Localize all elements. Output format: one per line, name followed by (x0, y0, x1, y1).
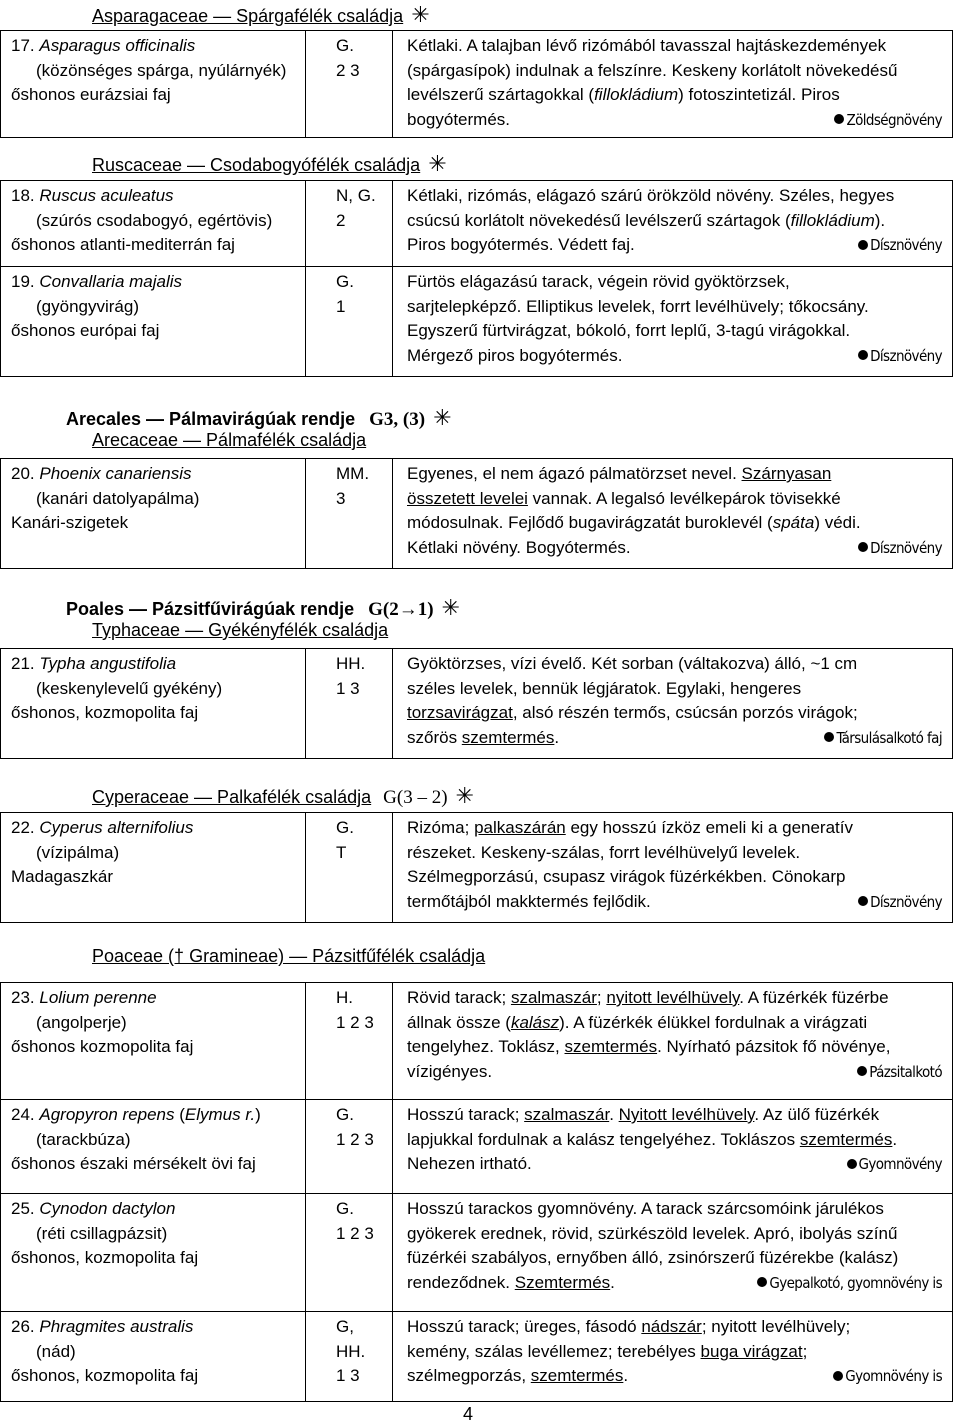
life-form-cell: G. 1 2 3 (306, 1100, 393, 1194)
origin: őshonos atlanti-mediterrán faj (11, 235, 235, 254)
species-table-ruscaceae (0, 180, 953, 377)
usage-tag: Társulásalkotó faj (824, 726, 942, 751)
family-heading-arecaceae (92, 430, 366, 451)
description-cell: Rövid tarack; szalmaszár; nyitott levélhüvely. A füzérkék füzérbe állnak össze (kalász). A füzérkék élükkel fordulnak a virágzati tengelyhez. Toklász, szemtermés. Nyírható pázsitok fő növénye, vízigényes. Pázsitalkotó (393, 983, 953, 1100)
family-heading-typhaceae (92, 620, 388, 641)
life-form-cell: G. 1 2 3 (306, 1194, 393, 1312)
species-name-cell: 19. Convallaria majalis (gyöngyvirág) őshonos európai faj (1, 267, 306, 377)
common-name: (réti csillagpázsit) (36, 1223, 168, 1243)
flower-formula: G3, (3) (369, 409, 426, 430)
bullet-icon (847, 1159, 857, 1169)
common-name: (vízipálma) (36, 842, 120, 862)
bullet-icon (858, 896, 868, 906)
order-name: Poales — Pázsitfűvirágúak rendje (66, 599, 355, 619)
species-name-cell: 21. Typha angustifolia (keskenylevelű gyékény) őshonos, kozmopolita faj (1, 649, 306, 759)
latin-name: Phoenix canariensis (39, 464, 192, 483)
usage-tag: Pázsitalkotó (857, 1060, 942, 1085)
usage-tag: Gyepalkotó, gyomnövény is (757, 1271, 942, 1296)
usage-tag: Gyomnövény (847, 1152, 942, 1177)
description-cell: Gyöktörzses, vízi évelő. Két sorban (váltakozva) álló, ~1 cm széles levelek, bennük légjáratok. Egylaki, hengeres torzsavirágzat, alsó részén termős, csúcsán porzós virágok; szőrös szemtermés. Társulásalkotó faj (393, 649, 953, 759)
description-cell: Rizóma; palkaszárán egy hosszú ízköz emeli ki a generatív részeket. Keskeny-szálas, forrt levélhüvelyű levelek. Szélmegporzású, csupasz virágok füzérkékben. Cönokarp termőtájból makktermés fejlődik. Dísznövény (393, 813, 953, 923)
common-name: (tarackbúza) (36, 1129, 131, 1149)
family-heading-ruscaceae (92, 151, 447, 177)
latin-name: Cyperus alternifolius (39, 818, 194, 837)
usage-tag: Dísznövény (858, 233, 942, 258)
common-name: (kanári datolyapálma) (36, 488, 200, 508)
symmetry-star-icon: ✳ (441, 595, 460, 620)
table-row (1, 267, 953, 377)
description-cell: Fürtös elágazású tarack, végein rövid gyöktörzsek, sarjtelepképző. Elliptikus levelek, forrt levélhüvely; tőkocsány. Egyszerű fürtvirágzat, bókoló, forrt leplű, 3-tagú virágokkal. Mérgező piros bogyótermés. Dísznövény (393, 267, 953, 377)
species-table-poaceae (0, 982, 953, 1402)
species-name-cell: 26. Phragmites australis (nád) őshonos, kozmopolita faj (1, 1312, 306, 1402)
bullet-icon (858, 542, 868, 552)
origin: őshonos eurázsiai faj (11, 85, 171, 104)
flower-formula: G(2→1) (368, 599, 434, 620)
family-name: Typhaceae — Gyékényfélék családja (92, 620, 389, 640)
order-heading-arecales (66, 405, 452, 431)
usage-tag: Zöldségnövény (834, 108, 942, 133)
latin-name: Convallaria majalis (39, 272, 183, 291)
origin: őshonos európai faj (11, 321, 160, 340)
life-form-cell: G. T (306, 813, 393, 923)
family-name: Cyperaceae — Palkafélék családja (92, 787, 372, 807)
symmetry-star-icon: ✳ (428, 151, 447, 176)
family-heading-asparagaceae (92, 2, 430, 28)
description-cell: Hosszú tarack; szalmaszár. Nyitott levélhüvely. Az ülő füzérkék lapjukkal fordulnak a kalász tengelyéhez. Toklászos szemtermés. Nehezen irtható. Gyomnövény (393, 1100, 953, 1194)
family-name: Asparagaceae — Spárgafélék családja (92, 6, 404, 26)
species-table-typhaceae (0, 648, 953, 759)
table-row (1, 459, 953, 569)
latin-name: Phragmites australis (39, 1317, 194, 1336)
table-row (1, 1100, 953, 1194)
species-table-arecaceae (0, 458, 953, 569)
life-form-cell: N, G. 2 (306, 181, 393, 267)
common-name: (szúrós csodabogyó, egértövis) (36, 210, 273, 230)
bullet-icon (757, 1277, 767, 1287)
bullet-icon (858, 350, 868, 360)
table-row (1, 1312, 953, 1402)
common-name: (angolperje) (36, 1012, 127, 1032)
usage-tag: Gyomnövény is (833, 1364, 942, 1389)
description-cell: Hosszú tarack; üreges, fásodó nádszár; nyitott levélhüvely; kemény, szálas levéllemez; terebélyes buga virágzat; szélmegporzás, szemtermés. Gyomnövény is (393, 1312, 953, 1402)
species-name-cell: 18. Ruscus aculeatus (szúrós csodabogyó, egértövis) őshonos atlanti-mediterrán faj (1, 181, 306, 267)
species-name-cell: 24. Agropyron repens (Elymus r.) (tarackbúza) őshonos északi mérsékelt övi faj (1, 1100, 306, 1194)
origin: Kanári-szigetek (11, 513, 129, 532)
order-name: Arecales — Pálmavirágúak rendje (66, 409, 356, 429)
species-table-asparagaceae (0, 30, 953, 138)
species-name-cell: 20. Phoenix canariensis (kanári datolyapálma) Kanári-szigetek (1, 459, 306, 569)
origin: őshonos, kozmopolita faj (11, 1248, 199, 1267)
family-name: Arecaceae — Pálmafélék családja (92, 430, 367, 450)
table-row (1, 983, 953, 1100)
latin-name: Typha angustifolia (39, 654, 177, 673)
common-name: (keskenylevelű gyékény) (36, 678, 223, 698)
symmetry-star-icon: ✳ (411, 2, 430, 27)
origin: őshonos, kozmopolita faj (11, 703, 199, 722)
origin: őshonos, kozmopolita faj (11, 1366, 199, 1385)
table-row (1, 813, 953, 923)
latin-name: Agropyron repens (39, 1105, 175, 1124)
common-name: (nád) (36, 1341, 76, 1361)
life-form-cell: MM. 3 (306, 459, 393, 569)
life-form-cell: G, HH. 1 3 (306, 1312, 393, 1402)
usage-tag: Dísznövény (858, 890, 942, 915)
latin-name: Ruscus aculeatus (39, 186, 174, 205)
latin-name: Asparagus officinalis (39, 36, 196, 55)
life-form-cell: H. 1 2 3 (306, 983, 393, 1100)
life-form-cell: G. 2 3 (306, 31, 393, 138)
description-cell: Egyenes, el nem ágazó pálmatörzset nevel. Szárnyasan összetett levelei vannak. A legalsó levélkepárok tövisekké módosulnak. Fejlődő bugavirágzatát buroklevél (spáta) védi. Kétlaki növény. Bogyótermés. Dísznövény (393, 459, 953, 569)
order-heading-poales (66, 595, 460, 621)
family-heading-poaceae (92, 946, 485, 967)
table-row (1, 649, 953, 759)
life-form-cell: HH. 1 3 (306, 649, 393, 759)
common-name: (gyöngyvirág) (36, 296, 139, 316)
flower-formula: G(3 – 2) (383, 787, 448, 808)
life-form-cell: G. 1 (306, 267, 393, 377)
page-number: 4 (463, 1404, 474, 1424)
usage-tag: Dísznövény (858, 536, 942, 561)
common-name: (közönséges spárga, nyúlárnyék) (36, 60, 287, 80)
description-cell: Hosszú tarackos gyomnövény. A tarack szárcsomóink járulékos gyökerek erednek, rövid, szürkészöld levelek. Apró, ibolyás színű füzérkéi szabályos, ernyőben álló, zsinórszerű füzérekbe (kalász) rendeződnek. Szemtermés. Gyepalkotó, gyomnövény is (393, 1194, 953, 1312)
description-cell: Kétlaki. A talajban lévő rizómából tavasszal hajtáskezdemények (spárgasípok) indulnak a felszínre. Keskeny korlátolt növekedésű levélszerű szártagokkal (fillokládium) fotoszintetizál. Piros bogyótermés. Zöldségnövény (393, 31, 953, 138)
latin-name: Cynodon dactylon (39, 1199, 176, 1218)
origin: őshonos kozmopolita faj (11, 1037, 194, 1056)
species-name-cell: 23. Lolium perenne (angolperje) őshonos kozmopolita faj (1, 983, 306, 1100)
table-row (1, 31, 953, 138)
family-name: Poaceae († Gramineae) — Pázsitfűfélék családja (92, 946, 486, 966)
bullet-icon (834, 114, 844, 124)
species-name-cell: 17. Asparagus officinalis (közönséges spárga, nyúlárnyék) őshonos eurázsiai faj (1, 31, 306, 138)
symmetry-star-icon: ✳ (455, 783, 474, 808)
origin: őshonos északi mérsékelt övi faj (11, 1154, 256, 1173)
family-name: Ruscaceae — Csodabogyófélék családja (92, 155, 421, 175)
species-table-cyperaceae (0, 812, 953, 923)
latin-name: Lolium perenne (39, 988, 157, 1007)
symmetry-star-icon: ✳ (433, 405, 452, 430)
bullet-icon (824, 732, 834, 742)
bullet-icon (858, 240, 868, 250)
family-heading-cyperaceae (92, 783, 474, 809)
origin: Madagaszkár (11, 867, 114, 886)
usage-tag: Dísznövény (858, 344, 942, 369)
species-name-cell: 25. Cynodon dactylon (réti csillagpázsit) őshonos, kozmopolita faj (1, 1194, 306, 1312)
species-name-cell: 22. Cyperus alternifolius (vízipálma) Madagaszkár (1, 813, 306, 923)
description-cell: Kétlaki, rizómás, elágazó szárú örökzöld növény. Széles, hegyes csúcsú korlátolt növekedésű levélszerű szártagok (fillokládium). Piros bogyótermés. Védett faj. Dísznövény (393, 181, 953, 267)
bullet-icon (833, 1371, 843, 1381)
table-row (1, 1194, 953, 1312)
bullet-icon (857, 1066, 867, 1076)
table-row (1, 181, 953, 267)
